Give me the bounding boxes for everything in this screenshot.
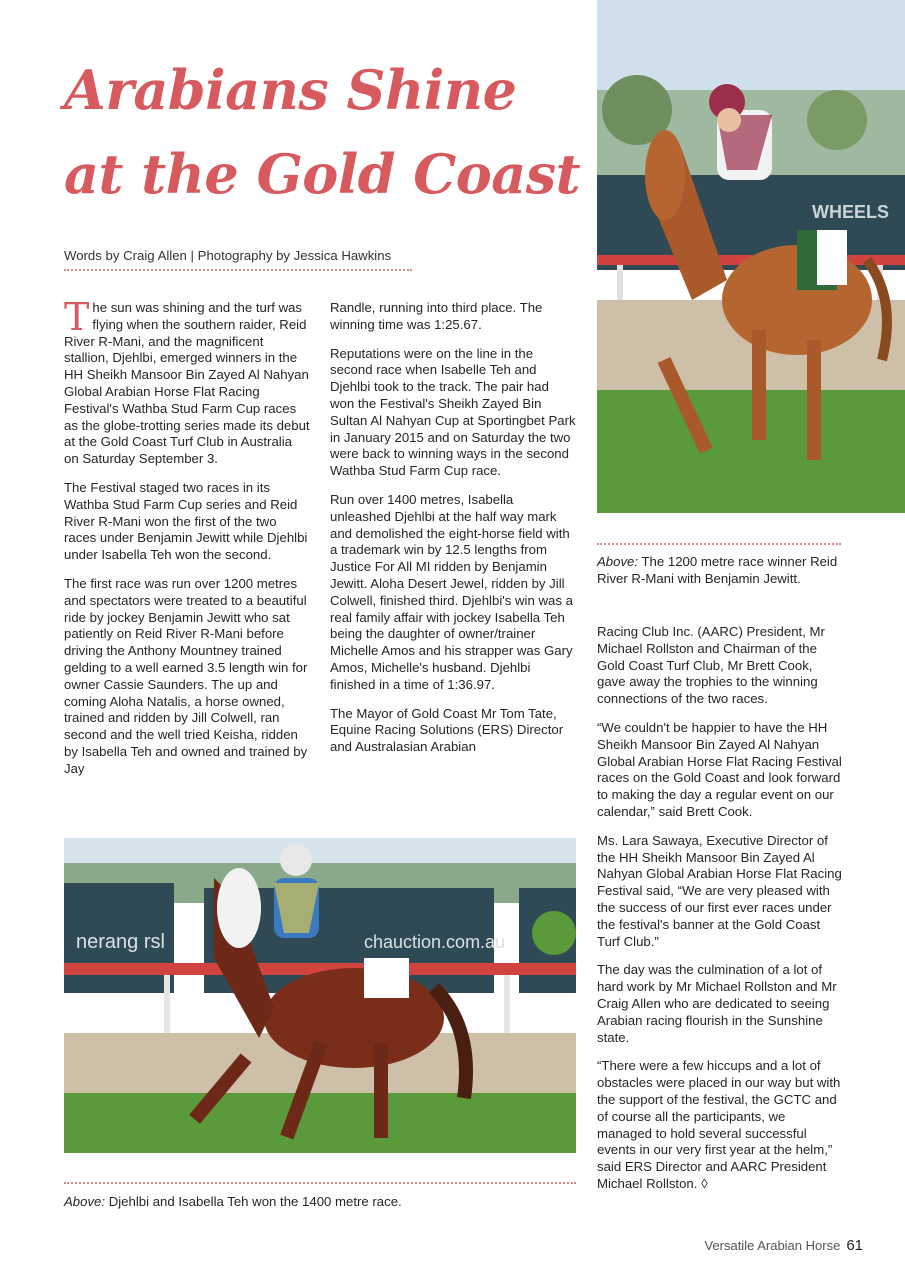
caption-top [597, 554, 847, 588]
title-line-2: at the Gold Coast [64, 142, 581, 206]
byline-divider [64, 269, 412, 271]
article-column-2 [330, 300, 576, 768]
paragraph: Randle, running into third place. The winning time was 1:25.67. [330, 300, 543, 332]
horse-photo-graphic [597, 0, 905, 513]
paragraph: Ms. Lara Sawaya, Executive Director of the HH Sheikh Mansoor Bin Zayed Al Nahyan Global Arabian Horse Flat Racing Festival said, “We are very pleased with the success of our first ever races under the festival's banner at the Gold Coast Turf Club.” [597, 832, 842, 949]
paragraph: The Mayor of Gold Coast Mr Tom Tate, Equine Racing Solutions (ERS) Director and Australasian Arabian [330, 705, 564, 755]
publication-name: Versatile Arabian Horse [704, 1238, 841, 1253]
caption-text: Djehlbi and Isabella Teh won the 1400 metre race. [105, 1194, 402, 1209]
photo-djehlbi [64, 838, 576, 1153]
paragraph: The day was the culmination of a lot of hard work by Mr Michael Rollston and Mr Craig Allen who are dedicated to seeing Arabian racing flourish in the Sunshine state. [597, 962, 837, 1045]
article-column-3 [597, 624, 843, 1205]
drop-cap: T [64, 295, 90, 339]
paragraph [64, 295, 310, 468]
paragraph: “There were a few hiccups and a lot of obstacles were placed in our way but with the support of the festival, the GCTC and of course all the participants, we managed to hold several successful events in our very first year at the helm,” said ERS Director and AARC President Michael Rollston. ◊ [597, 1058, 841, 1191]
caption-label: Above: [64, 1194, 106, 1209]
page-footer [704, 1237, 863, 1254]
paragraph: Run over 1400 metres, Isabella unleashed Djehlbi at the half way mark and demolished the eight-horse field with a trademark win by 12.5 lengths from Justice For All MI ridden by Benjamin Jewitt. Aloha Desert Jewel, ridden by Jill Colwell, finished third. Djehlbi's win was a real family affair with jockey Isabella Teh being the daughter of owner/trainer Michelle Amos and his strapper was Gary Amos, Michelle's husband. Djehlbi finished in a time of 1:36.97. [330, 491, 573, 692]
sign-text: WHEELS [812, 202, 890, 222]
title-line-1: Arabians Shine [64, 58, 517, 122]
article-title [64, 48, 584, 216]
caption-divider-bottom [64, 1182, 576, 1184]
caption-text: The 1200 metre race winner Reid River R-Mani with Benjamin Jewitt. [597, 554, 838, 586]
photo-reid-river-r-mani [597, 0, 905, 513]
article-column-1 [64, 295, 310, 790]
paragraph: The first race was run over 1200 metres and spectators were treated to a beautiful ride by jockey Benjamin Jewitt who sat patiently on Reid River R-Mani before driving the Anthony Mountney trained gelding to a well earned 3.5 length win for owner Cassie Saunders. The up and coming Aloha Natalis, a horse owned, trained and ridden by Jill Colwell, ran second and the well tried Keisha, ridden by Isabella Teh and owned and trained by Jay [64, 575, 308, 776]
byline: Words by Craig Allen | Photography by Jessica Hawkins [64, 248, 392, 263]
paragraph: Reputations were on the line in the second race when Isabelle Teh and Djehlbi took to the track. The pair had won the Festival's Sheikh Zayed Bin Sultan Al Nahyan Cup at Sportingbet Park in January 2015 and on Saturday the two were back to winning ways in the second Wathba Stud Farm Cup race. [330, 345, 576, 479]
sign-text-auction: chauction.com.au [364, 932, 506, 952]
paragraph: Racing Club Inc. (AARC) President, Mr Michael Rollston and Chairman of the Gold Coast Turf Club, Mr Brett Cook, gave away the trophies to the winning connections of the two races. [597, 624, 825, 707]
caption-divider-top [597, 543, 841, 545]
paragraph: “We couldn't be happier to have the HH Sheikh Mansoor Bin Zayed Al Nahyan Global Arabian Horse Flat Racing Festival races on the Gold Coast and look forward to making the day a regular event on our calendar,” said Brett Cook. [597, 719, 842, 819]
caption-bottom [64, 1194, 576, 1211]
horse-photo-graphic [64, 838, 576, 1153]
paragraph: The Festival staged two races in its Wathba Stud Farm Cup series and Reid River R-Mani won the first of the two races under Benjamin Jewitt while Djehlbi under Isabella Teh won the second. [64, 479, 308, 563]
caption-label: Above: [597, 554, 639, 569]
page-number: 61 [846, 1237, 863, 1254]
paragraph-text: he sun was shining and the turf was flying when the southern raider, Reid River R-Mani, and the magnificent stallion, Djehlbi, emerged winners in the HH Sheikh Mansoor Bin Zayed Al Nahyan Global Arabian Horse Flat Racing Festival's Wathba Stud Farm Cup races as the globe-trotting series made its debut at the Gold Coast Turf Club in Australia on Saturday September 3. [64, 300, 310, 467]
sign-text-nerang: nerang rsl [76, 931, 165, 953]
